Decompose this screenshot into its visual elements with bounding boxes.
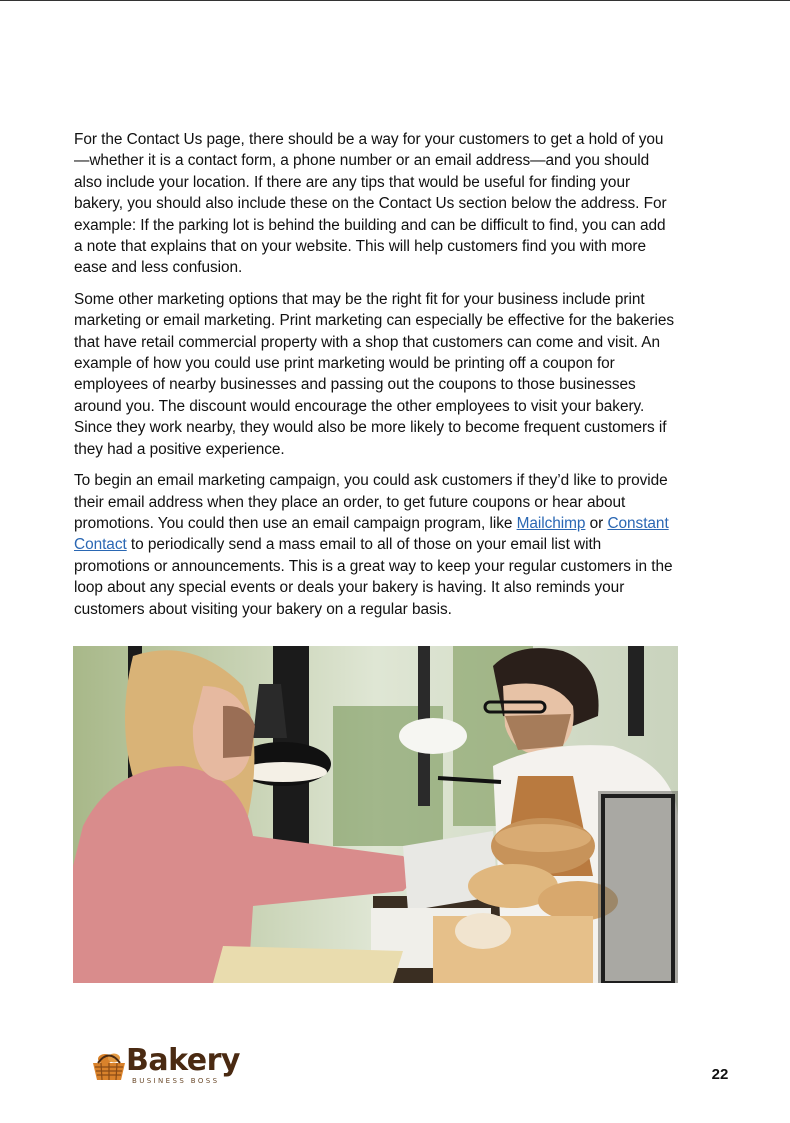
basket-icon bbox=[92, 1048, 126, 1082]
logo-tagline: BUSINESS BOSS bbox=[132, 1077, 220, 1085]
mailchimp-link[interactable]: Mailchimp bbox=[516, 514, 586, 532]
bakery-counter-photo bbox=[73, 646, 678, 983]
bakery-business-boss-logo bbox=[92, 1044, 242, 1090]
paragraph-text: to periodically send a mass email to all of those on your email list with promotions or announcements. This is a great way to keep your regular customers in the loop about any special events or deals your bakery is having. It also reminds your customers about visiting your bakery on a regular basis. bbox=[74, 536, 673, 618]
bakery-photo-illustration bbox=[73, 646, 678, 983]
paragraph-text: or bbox=[585, 514, 608, 532]
logo-wordmark: Bakery bbox=[126, 1043, 240, 1078]
top-rule bbox=[0, 0, 790, 1]
article-body bbox=[74, 129, 678, 630]
paragraph-contact-us: For the Contact Us page, there should be a way for your customers to get a hold of you—whether it is a contact form, a phone number or an email address—and you should also include your location. If there are any tips that would be useful for finding your bakery, you should also include these on the Contact Us section below the address. For example: If the parking lot is behind the building and can be difficult to find, you can add a note that explains that on your website. This will help customers find you with more ease and less confusion. bbox=[74, 131, 667, 277]
paragraph-email-marketing bbox=[74, 470, 678, 620]
paragraph-marketing-options: Some other marketing options that may be the right fit for your business include print marketing or email marketing. Print marketing can especially be effective for the bakeries that have retail commercial property with a shop that customers can come and visit. An example of how you could use print marketing would be printing off a coupon for employees of nearby businesses and passing out the coupons to those businesses around you. The discount would encourage the other employees to visit your bakery. Since they work nearby, they would also be more likely to become frequent customers if they had a positive experience. bbox=[74, 290, 675, 458]
paragraph-text: To begin an email marketing campaign, you could ask customers if they’d like to provide their email address when they place an order, to get future coupons or hear about promotions. You could then use an email campaign program, like bbox=[74, 472, 668, 532]
page-number: 22 bbox=[711, 1066, 729, 1083]
constant-contact-link[interactable]: Constant Contact bbox=[74, 514, 669, 554]
